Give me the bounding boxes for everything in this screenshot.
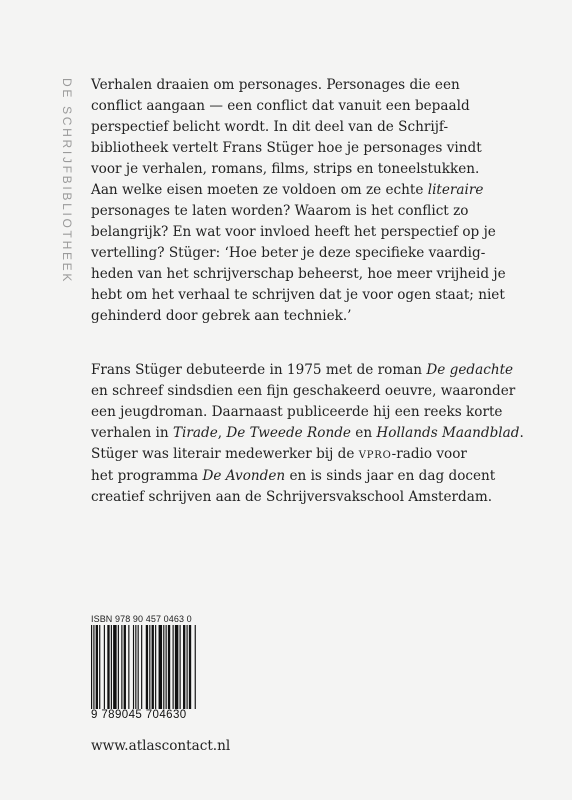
bio-line <box>91 360 524 381</box>
barcode-bar <box>118 625 119 709</box>
blurb-line <box>91 180 506 201</box>
barcode-bar <box>128 625 129 709</box>
magazine-title: Hollands Maandblad <box>376 425 520 441</box>
barcode-bar <box>141 625 142 709</box>
barcode-bar <box>135 625 136 709</box>
barcode-bar <box>152 625 154 709</box>
barcode-bar <box>104 625 105 709</box>
bio-line: en schreef sindsdien een fijn geschakeerd oeuvre, waaronder <box>91 383 516 399</box>
blurb-line: vertelling? Stüger: ‘Hoe beter je deze specifieke vaardig- <box>91 245 486 261</box>
bio-text: en is sinds jaar en dag docent <box>285 468 496 484</box>
blurb-line: Verhalen draaien om personages. Personages die een <box>91 77 460 93</box>
blurb-line: voor je verhalen, romans, films, strips en toneelstukken. <box>91 161 480 177</box>
barcode-bar <box>146 625 148 709</box>
barcode-bar <box>93 625 94 709</box>
barcode-bar <box>166 625 167 709</box>
magazine-title: De Tweede Ronde <box>226 425 351 441</box>
isbn-label: ISBN 978 90 457 0463 0 <box>91 614 192 624</box>
publisher-website: www.atlascontact.nl <box>91 738 231 754</box>
blurb-text: Aan welke eisen moeten ze voldoen om ze echte <box>91 182 428 198</box>
barcode <box>91 613 197 723</box>
barcode-bar <box>175 625 178 709</box>
bio-text: Frans Stüger debuteerde in 1975 met de roman <box>91 362 427 378</box>
blurb-line: heden van het schrijverschap beheerst, hoe meer vrijheid je <box>91 266 506 282</box>
bio-line: een jeugdroman. Daarnaast publiceerde hij een reeks korte <box>91 404 503 420</box>
bio-text: en <box>350 425 377 441</box>
barcode-bar <box>189 625 191 709</box>
barcode-bar <box>173 625 174 709</box>
bio-line: creatief schrijven aan de Schrijversvakschool Amsterdam. <box>91 489 493 505</box>
barcode-bar <box>149 625 150 709</box>
blurb-line: bibliotheek vertelt Frans Stüger hoe je personages vindt <box>91 140 482 156</box>
barcode-bar <box>138 625 139 709</box>
magazine-title: Tirade <box>172 425 218 441</box>
back-cover-blurb <box>91 75 506 327</box>
barcode-digits: 9 789045 704630 <box>91 709 187 721</box>
bio-text: . <box>519 425 524 441</box>
blurb-line: gehinderd door gebrek aan techniek.’ <box>91 308 352 324</box>
barcode-bar <box>113 625 116 709</box>
blurb-line: belangrijk? En wat voor invloed heeft het perspectief op je <box>91 224 496 240</box>
barcode-bar <box>111 625 112 709</box>
blurb-line: conflict aangaan — een conflict dat vanuit een bepaald <box>91 98 470 114</box>
barcode-bar <box>124 625 126 709</box>
barcode-bar <box>187 625 188 709</box>
blurb-line: perspectief belicht wordt. In dit deel van de Schrijf- <box>91 119 449 135</box>
barcode-bar <box>159 625 162 709</box>
bio-text: , <box>217 425 227 441</box>
program-title: De Avonden <box>202 468 286 484</box>
broadcaster-name: VPRO <box>358 450 392 461</box>
bio-line <box>91 444 524 466</box>
series-name-vertical: DE SCHRIJFBIBLIOTHEEK <box>60 78 74 285</box>
bio-text: -radio voor <box>391 446 467 462</box>
barcode-bar <box>107 625 109 709</box>
barcode-bar <box>163 625 164 709</box>
bio-line <box>91 466 524 487</box>
barcode-bar <box>121 625 122 709</box>
blurb-emphasis: literaire <box>427 182 484 198</box>
barcode-bar <box>91 625 92 709</box>
book-title: De gedachte <box>426 362 514 378</box>
barcode-bar <box>168 625 170 709</box>
bio-line <box>91 423 524 444</box>
barcode-bar <box>133 625 134 709</box>
bio-text: Stüger was literair medewerker bij de <box>91 446 359 462</box>
barcode-bar <box>195 625 196 709</box>
barcode-bar <box>96 625 98 709</box>
barcode-bar <box>99 625 100 709</box>
barcode-bar <box>183 625 185 709</box>
bio-text: het programma <box>91 468 203 484</box>
blurb-line: personages te laten worden? Waarom is het conflict zo <box>91 203 469 219</box>
author-bio <box>91 360 524 508</box>
bio-text: verhalen in <box>91 425 173 441</box>
blurb-line: hebt om het verhaal te schrijven dat je voor ogen staat; niet <box>91 287 505 303</box>
barcode-bar <box>180 625 181 709</box>
barcode-bar <box>155 625 156 709</box>
